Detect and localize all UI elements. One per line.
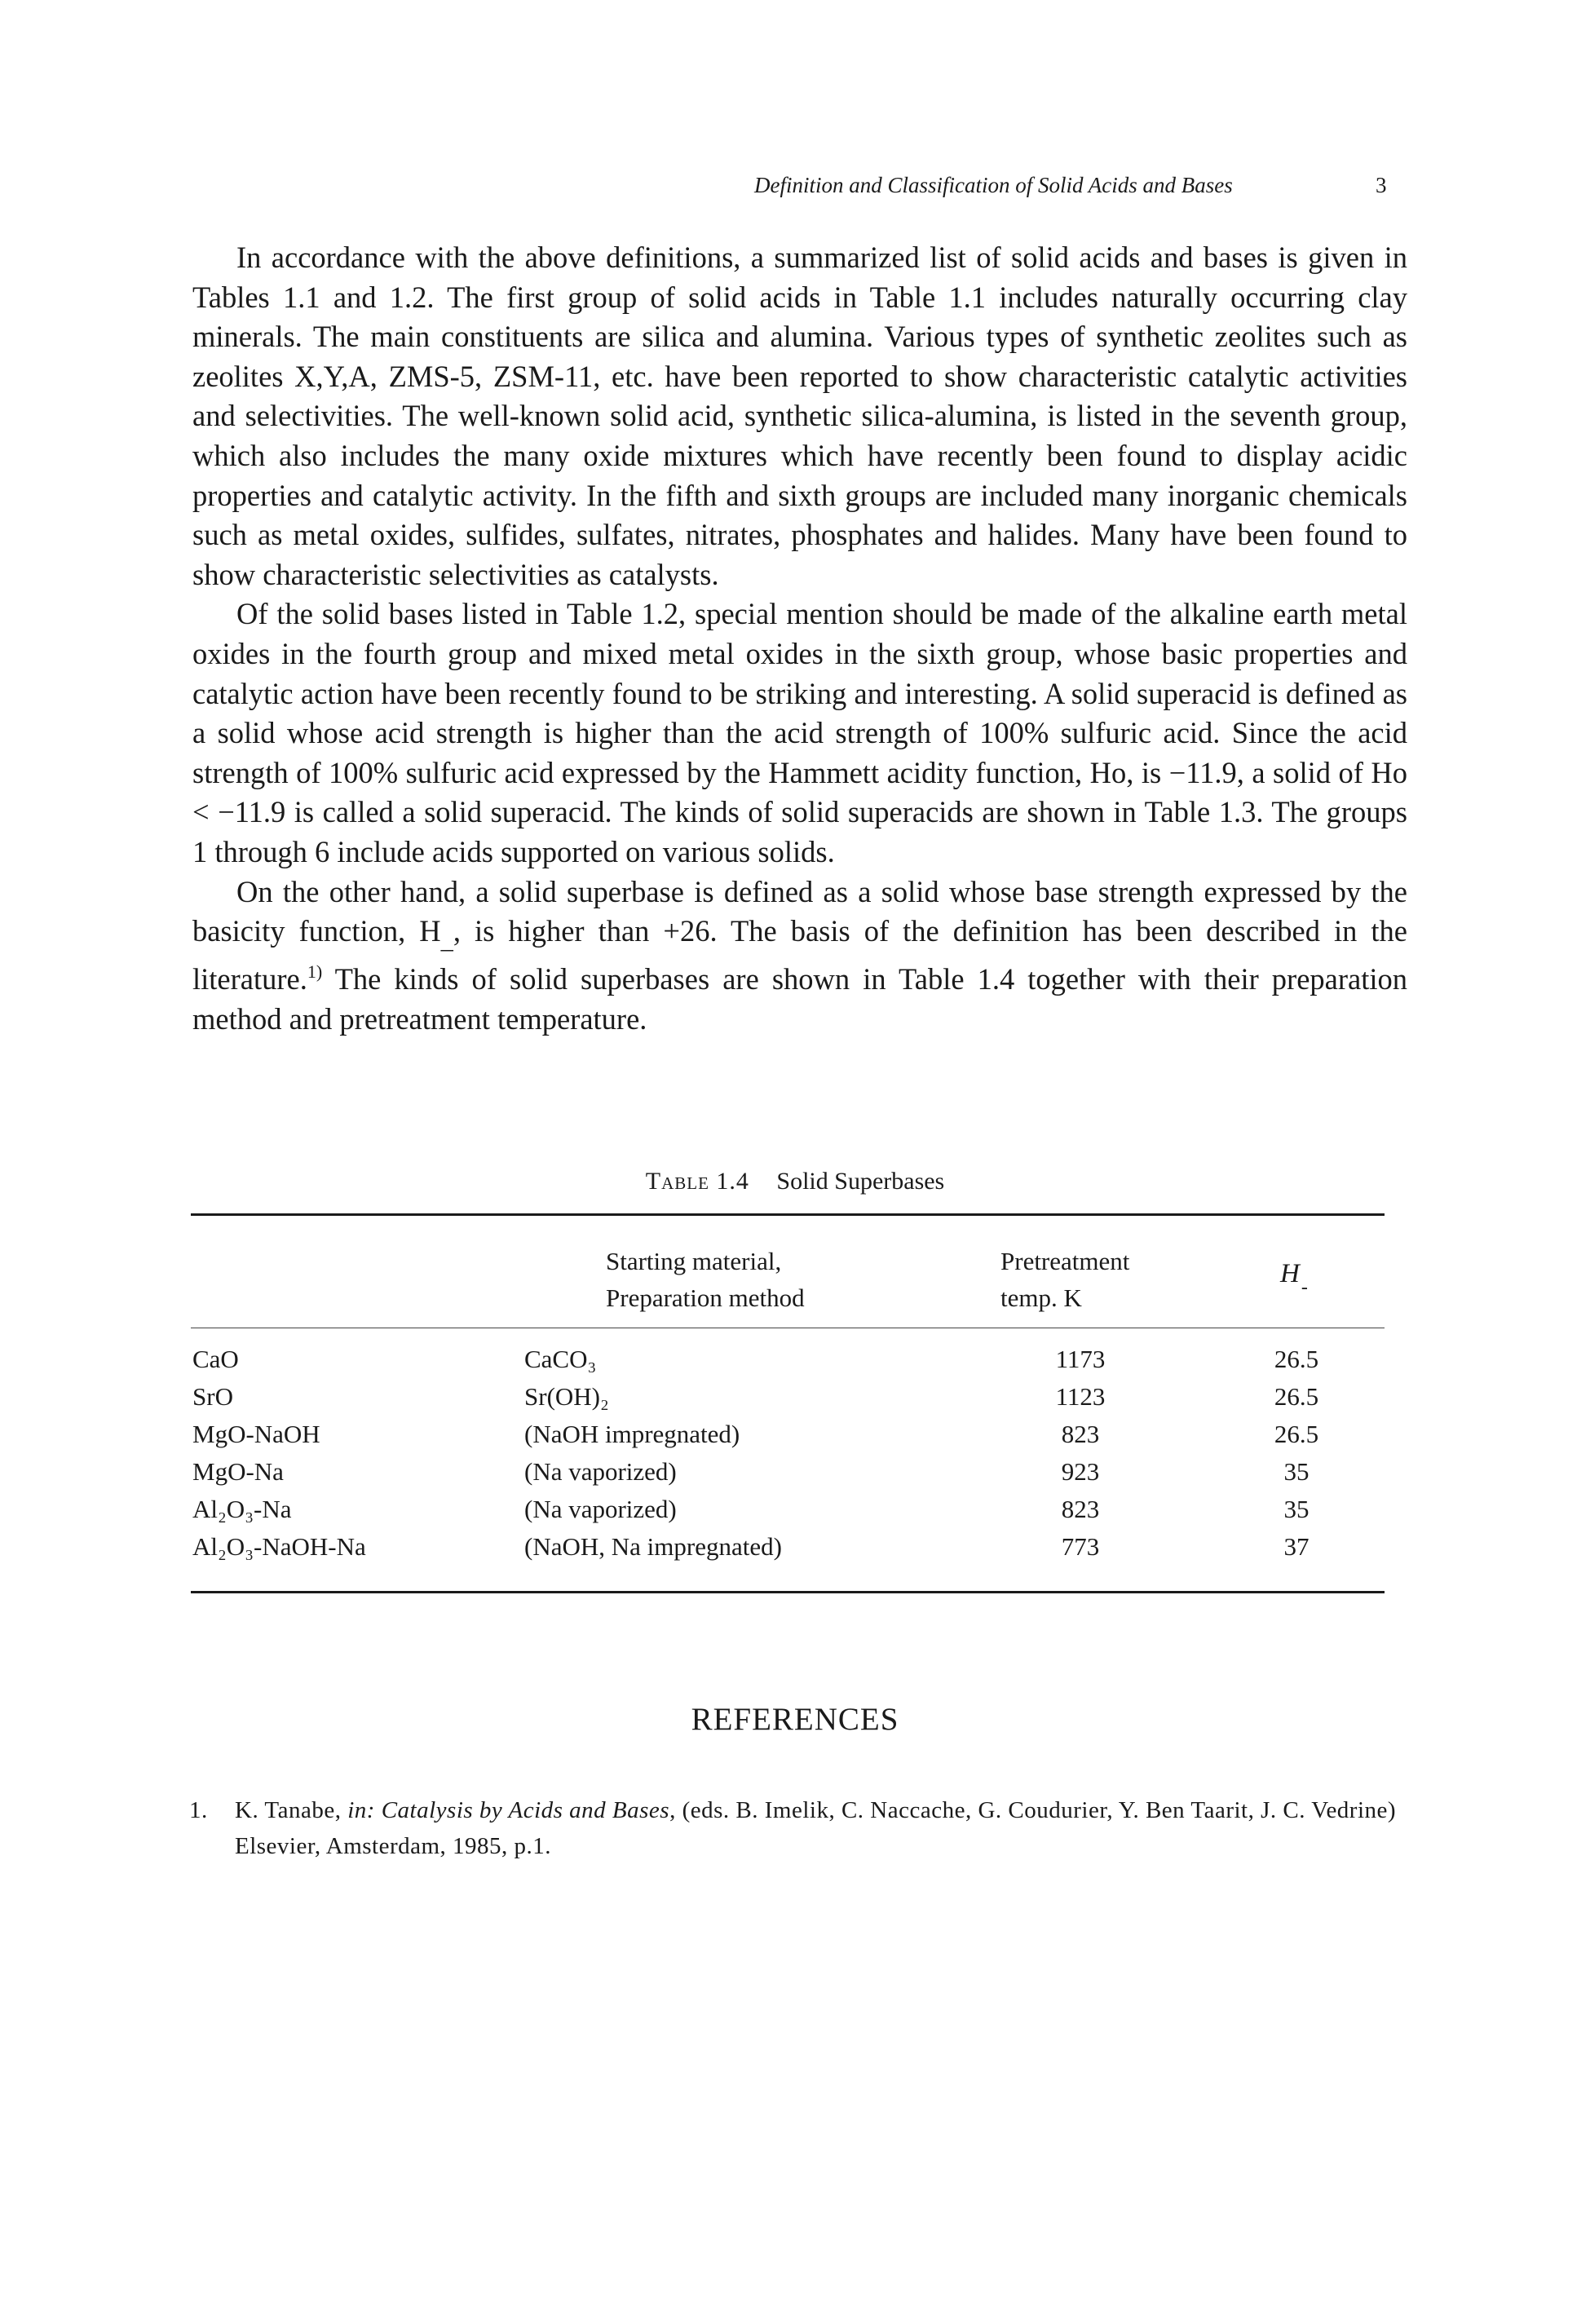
header-pretreat-line-1: Pretreatment (1000, 1247, 1130, 1275)
cell-material: (NaOH, Na impregnated) (524, 1532, 782, 1561)
cell-material: (Na vaporized) (524, 1495, 677, 1523)
table-top-rule (191, 1213, 1385, 1216)
cell-temp: 823 (1061, 1495, 1100, 1523)
page-number: 3 (1376, 173, 1387, 197)
header-starting-material (606, 1243, 805, 1316)
reference-entry (189, 1792, 1412, 1864)
cell-h: 37 (1283, 1532, 1310, 1561)
basicity-subscript: _ (440, 926, 453, 954)
cell-h: 26.5 (1274, 1345, 1319, 1373)
cell-h: 35 (1283, 1495, 1310, 1523)
cell-temp: 1123 (1055, 1382, 1106, 1411)
reference-book-title: Catalysis by Acids and Bases (381, 1797, 670, 1823)
running-head-title: Definition and Classification of Solid Acids and Bases (754, 173, 1233, 197)
cell-material: Sr(OH)₂ (524, 1382, 609, 1411)
reference-number: 1. (189, 1797, 208, 1823)
body-text (192, 238, 1407, 1039)
table-body (0, 1341, 1590, 1566)
cell-catalyst: MgO-NaOH (192, 1420, 320, 1448)
table-row (0, 1491, 1590, 1528)
cell-catalyst: Al₂O₃-Na (192, 1495, 292, 1523)
cell-catalyst: CaO (192, 1345, 239, 1373)
header-starting-line-2: Preparation method (606, 1284, 805, 1312)
reference-text (235, 1792, 1412, 1864)
paragraph-1: In accordance with the above definitions, a summarized list of solid acids and bases is given in Tables 1.1 and 1.2. The first group of solid acids in Table 1.1 includes naturally occurring clay minerals. The main constituents are silica and alumina. Various types of synthetic zeolites such as zeolites X,Y,A, ZMS-5, ZSM-11, etc. have been reported to show characteristic catalytic activities and selectivities. The well-known solid acid, synthetic silica-alumina, is listed in the seventh group, which also includes the many oxide mixtures which have recently been found to display acidic properties and catalytic activity. In the fifth and sixth groups are included many inorganic chemicals such as metal oxides, sulfides, sulfates, nitrates, phosphates and halides. Many have been found to show characteristic selectivities as catalysts. (192, 241, 1407, 591)
cell-temp: 823 (1061, 1420, 1100, 1448)
reference-marker: 1) (307, 961, 323, 982)
table-row (0, 1378, 1590, 1416)
cell-h: 26.5 (1274, 1382, 1319, 1411)
cell-temp: 923 (1061, 1457, 1100, 1486)
cell-material: CaCO₃ (524, 1345, 597, 1373)
paragraph-3-part-c: The kinds of solid superbases are shown in Table 1.4 together with their preparation method and pretreatment temperature. (192, 961, 1407, 1036)
paragraph-3-part-a: On the other hand, a solid superbase is defined as a solid whose base strength expressed by the basicity function, H (192, 874, 1407, 948)
reference-details: , (eds. B. Imelik, C. Naccache, G. Coudurier, Y. Ben Taarit, J. C. Vedrine) Elsevier, Amsterdam, 1985, p.1. (235, 1797, 1397, 1859)
header-h-symbol: H (1280, 1259, 1300, 1288)
header-pretreatment (1000, 1243, 1129, 1316)
cell-catalyst: SrO (192, 1382, 233, 1411)
reference-author: K. Tanabe, (235, 1797, 348, 1823)
cell-h: 26.5 (1274, 1420, 1319, 1448)
table-label: Table 1.4 (645, 1168, 749, 1195)
cell-temp: 1173 (1055, 1345, 1106, 1373)
cell-temp: 773 (1061, 1532, 1100, 1561)
cell-catalyst: Al₂O₃-NaOH-Na (192, 1532, 366, 1561)
references-heading: REFERENCES (691, 1702, 899, 1737)
cell-material: (Na vaporized) (524, 1457, 677, 1486)
table-title: Solid Superbases (776, 1168, 945, 1195)
header-h-subscript: - (1301, 1277, 1308, 1298)
table-bottom-rule (191, 1591, 1385, 1593)
cell-catalyst: MgO-Na (192, 1457, 284, 1486)
header-pretreat-line-2: temp. K (1000, 1284, 1082, 1312)
table-caption (0, 1168, 1590, 1195)
cell-material: (NaOH impregnated) (524, 1420, 740, 1448)
running-head (754, 173, 1390, 198)
table-row (0, 1341, 1590, 1378)
reference-in: in: (347, 1797, 375, 1823)
header-starting-line-1: Starting material, (606, 1247, 782, 1275)
paragraph-3-part-b: , is higher than +26. The basis of the definition has been described in the literature. (192, 914, 1407, 996)
table-row (0, 1528, 1590, 1566)
cell-h: 35 (1283, 1457, 1310, 1486)
paragraph-3 (192, 873, 1407, 1040)
header-h-minus (1280, 1256, 1308, 1298)
paragraph-2: Of the solid bases listed in Table 1.2, special mention should be made of the alkaline earth metal oxides in the fourth group and mixed metal oxides in the sixth group, whose basic properties and catalytic action have been recently found to be striking and interesting. A solid superacid is defined as a solid whose acid strength is higher than the acid strength of 100% sulfuric acid. Since the acid strength of 100% sulfuric acid expressed by the Hammett acidity function, Ho, is −11.9, a solid of Ho < −11.9 is called a solid superacid. The kinds of solid superacids are shown in Table 1.3. The groups 1 through 6 include acids supported on various solids. (192, 597, 1407, 868)
table-row (0, 1416, 1590, 1453)
table-row (0, 1453, 1590, 1491)
